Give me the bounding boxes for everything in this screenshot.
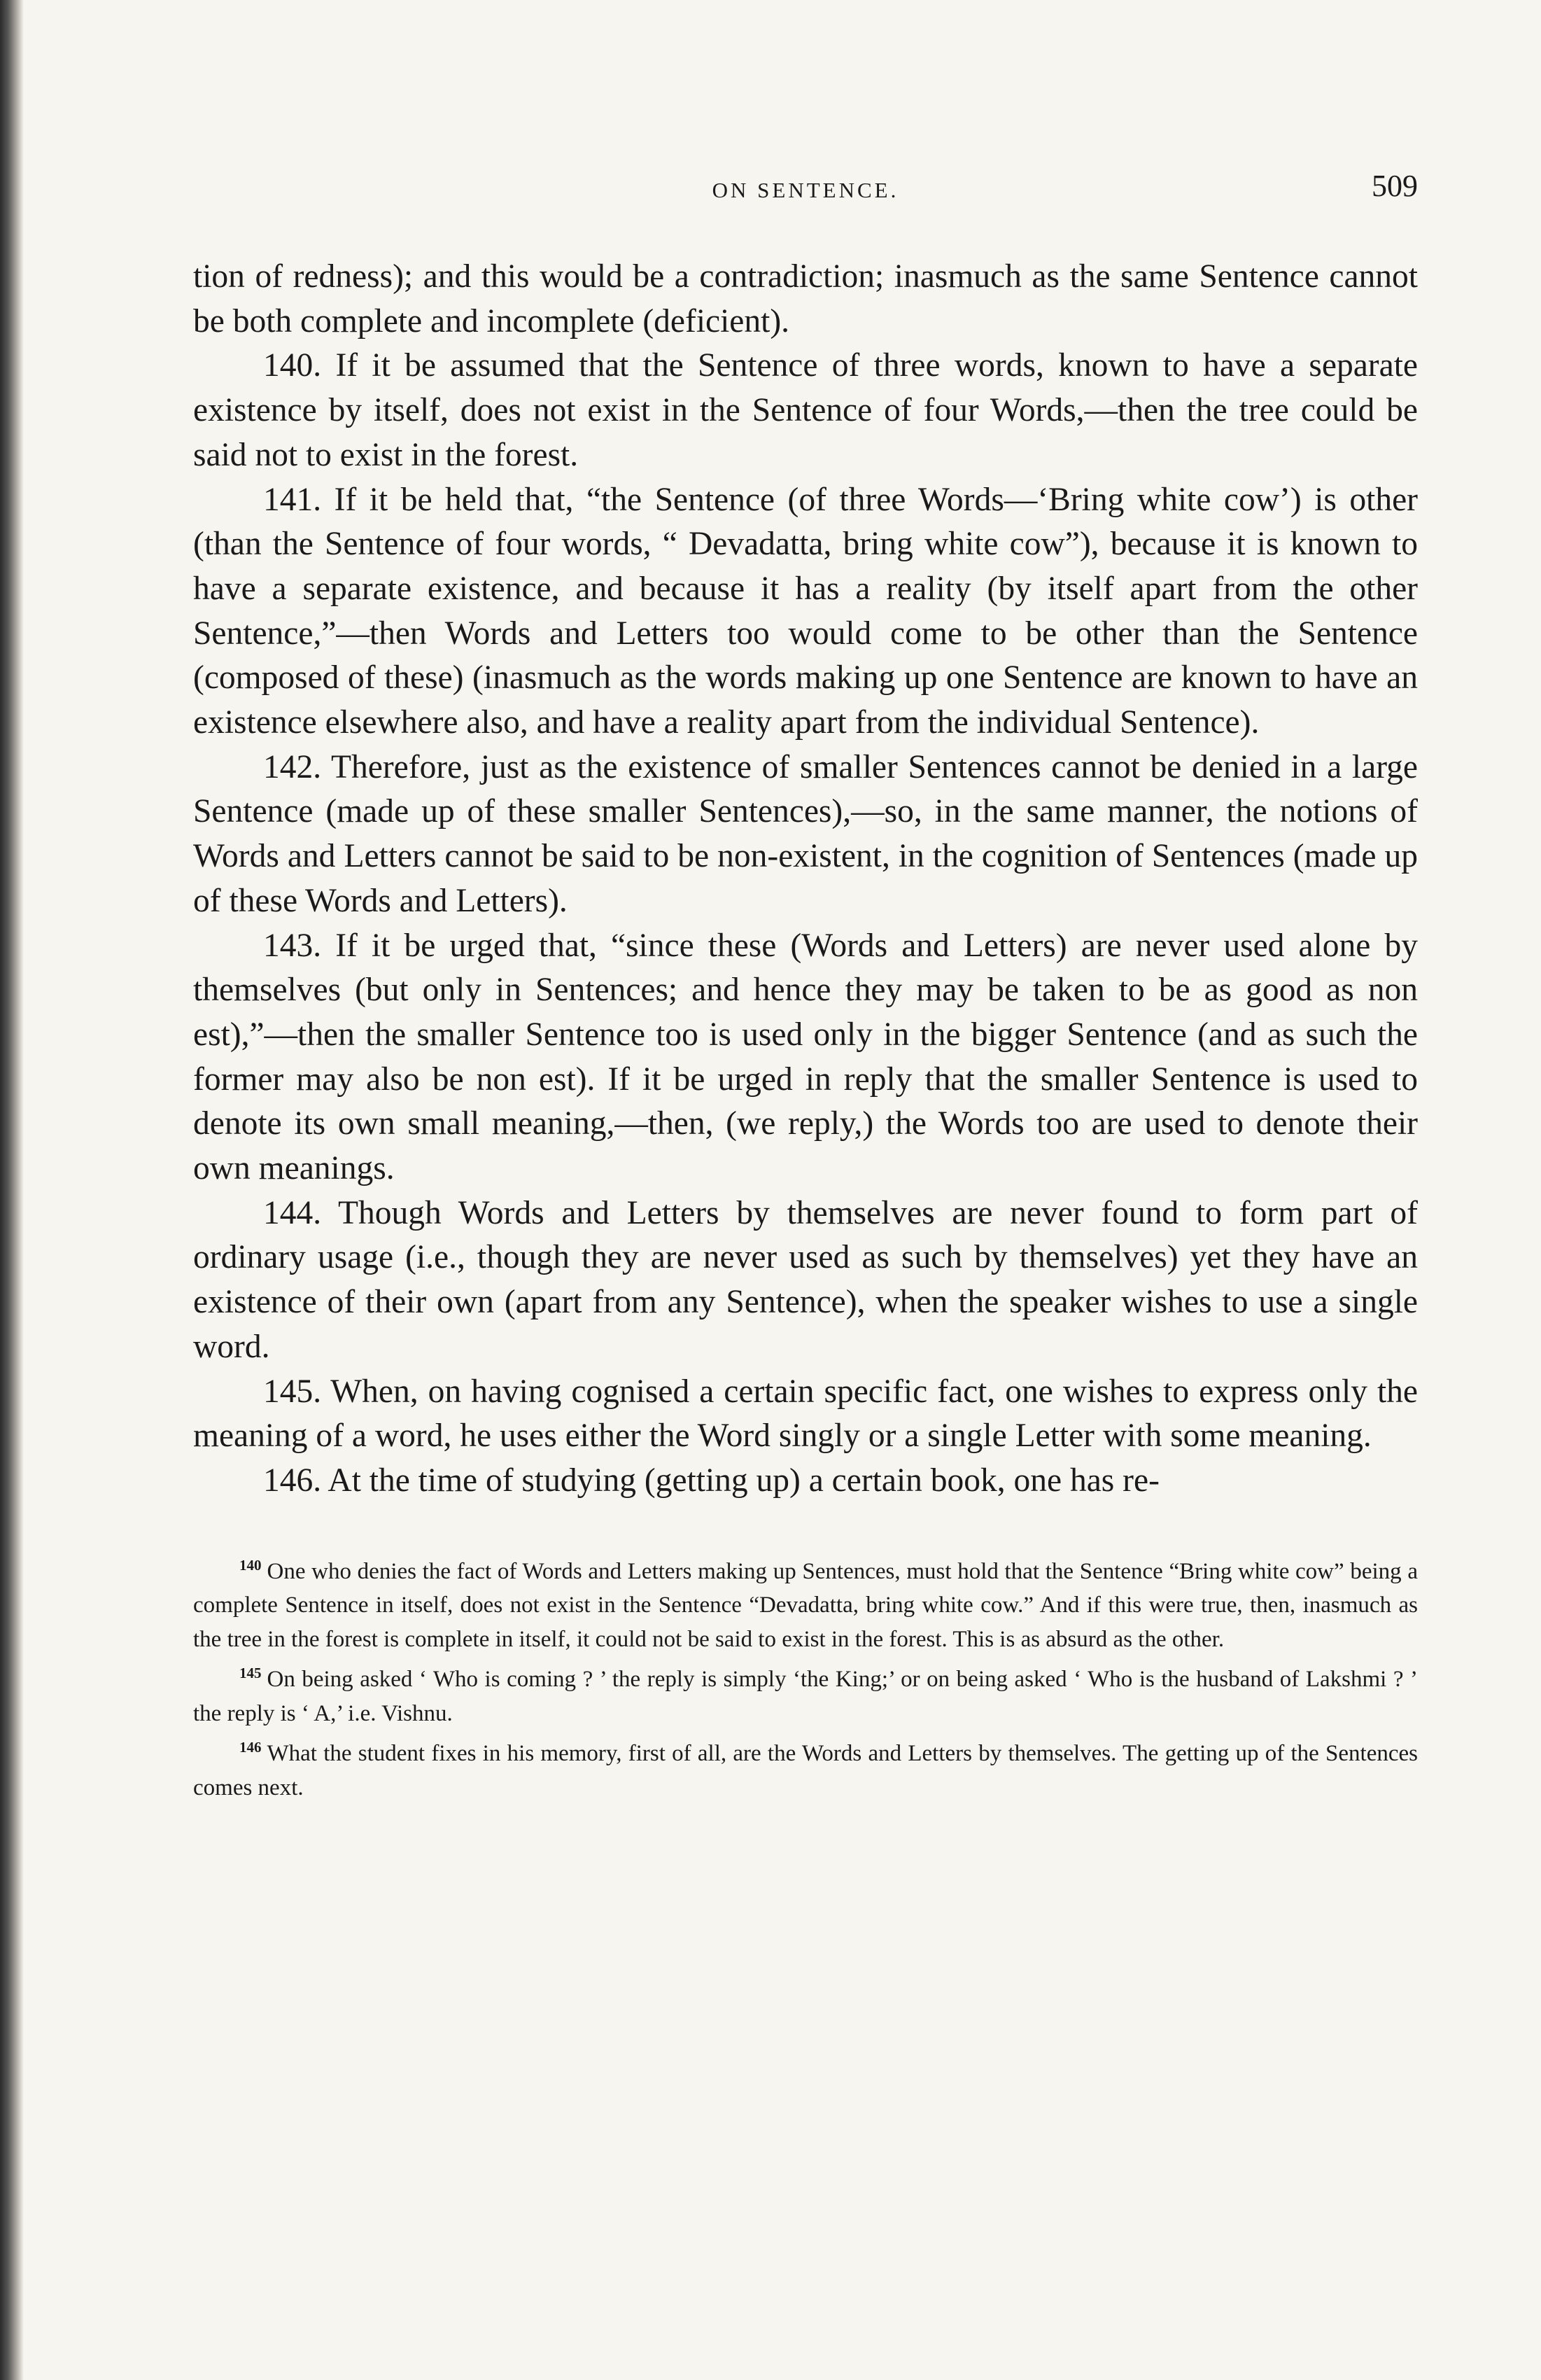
footnote-text: On being asked ‘ Who is coming ? ’ the reply is simply ‘the King;’ or on being asked ‘ Who is the husband of Lakshmi ? ’ the reply is ‘ A,’ i.e. Vishnu. (193, 1667, 1418, 1726)
paragraph-143 (193, 924, 1418, 1191)
paragraph-144 (193, 1191, 1418, 1370)
paragraph-text: If it be urged that, “since these (Words and Letters) are never used alone by themselves (but only in Sentences; and hence they may be taken to be as good as non est),”—then the smaller Sentence too is used only in the bigger Sentence (and as such the former may also be non est). If it be urged in reply that the smaller Sentence is used to denote its own small meaning,—then, (we reply,) the Words too are used to denote their own meanings. (193, 927, 1418, 1187)
footnote-mark: 140 (239, 1556, 262, 1574)
verse-number: 144. (263, 1194, 322, 1231)
running-title: ON SENTENCE. (712, 178, 899, 202)
footnotes (193, 1548, 1418, 1805)
paragraph-142 (193, 746, 1418, 924)
verse-number: 142. (263, 748, 322, 785)
verse-number: 145. (263, 1373, 322, 1410)
verse-number: 140. (263, 347, 322, 384)
paragraph-146 (193, 1459, 1418, 1504)
running-header (193, 168, 1418, 217)
verse-number: 146. (263, 1462, 322, 1499)
footnote-mark: 145 (239, 1665, 262, 1682)
paragraph-text: Though Words and Letters by themselves are never found to form part of ordinary usage (i.e., though they are never used as such by themselves) yet they have an existence of their own (apart from any Sentence), when the speaker wishes to use a single word. (193, 1194, 1418, 1365)
binding-edge (0, 0, 24, 2380)
footnote-text: One who denies the fact of Words and Letters making up Sentences, must hold that the Sentence “Bring white cow” being a complete Sentence in itself, does not exist in the Sentence “Devadatta, bring white cow.” And if this were true, then, inasmuch as the tree in the forest is complete in itself, it could not be said to exist in the forest. This is as absurd as the other. (193, 1558, 1418, 1652)
paragraph-text: If it be held that, “the Sentence (of three Words—‘Bring white cow’) is other (than the Sentence of four words, “ Devadatta, bring white cow”), because it is known to have a separate existence, and because it has a reality (by itself apart from the other Sentence,”—then Words and Letters too would come to be other than the Sentence (composed of these) (inasmuch as the words making up one Sentence are known to have an existence elsewhere also, and have a reality apart from the individual Sentence). (193, 481, 1418, 741)
paragraph-text: Therefore, just as the existence of smaller Sentences cannot be denied in a large Sentence (made up of these smaller Sentences),—so, in the same manner, the notions of Words and Letters cannot be said to be non-existent, in the cognition of Sentences (made up of these Words and Letters). (193, 748, 1418, 919)
paragraph-continuation: tion of redness); and this would be a contradiction; inasmuch as the same Sentence cannot be both complete and incomplete (deficient). (193, 258, 1418, 340)
paragraph-141 (193, 478, 1418, 746)
page-number: 509 (1372, 169, 1418, 203)
paragraph-145 (193, 1370, 1418, 1459)
paragraph-text: If it be assumed that the Sentence of three words, known to have a separate existence by itself, does not exist in the Sentence of four Words,—then the tree could be said not to exist in the forest. (193, 347, 1418, 473)
footnote-140 (193, 1548, 1418, 1657)
book-page (193, 168, 1418, 1805)
verse-number: 141. (263, 481, 322, 518)
paragraph-140 (193, 344, 1418, 477)
footnote-mark: 146 (239, 1739, 262, 1756)
footnote-text: What the student fixes in his memory, first of all, are the Words and Letters by themselves. The getting up of the Sentences comes next. (193, 1741, 1418, 1800)
footnote-145 (193, 1656, 1418, 1730)
paragraph-text: At the time of studying (getting up) a certain book, one has re- (328, 1462, 1160, 1499)
body-text (193, 255, 1418, 1504)
verse-number: 143. (263, 927, 322, 964)
paragraph-text: When, on having cognised a certain specific fact, one wishes to express only the meaning of a word, he uses either the Word singly or a single Letter with some meaning. (193, 1373, 1418, 1455)
footnote-146 (193, 1730, 1418, 1805)
